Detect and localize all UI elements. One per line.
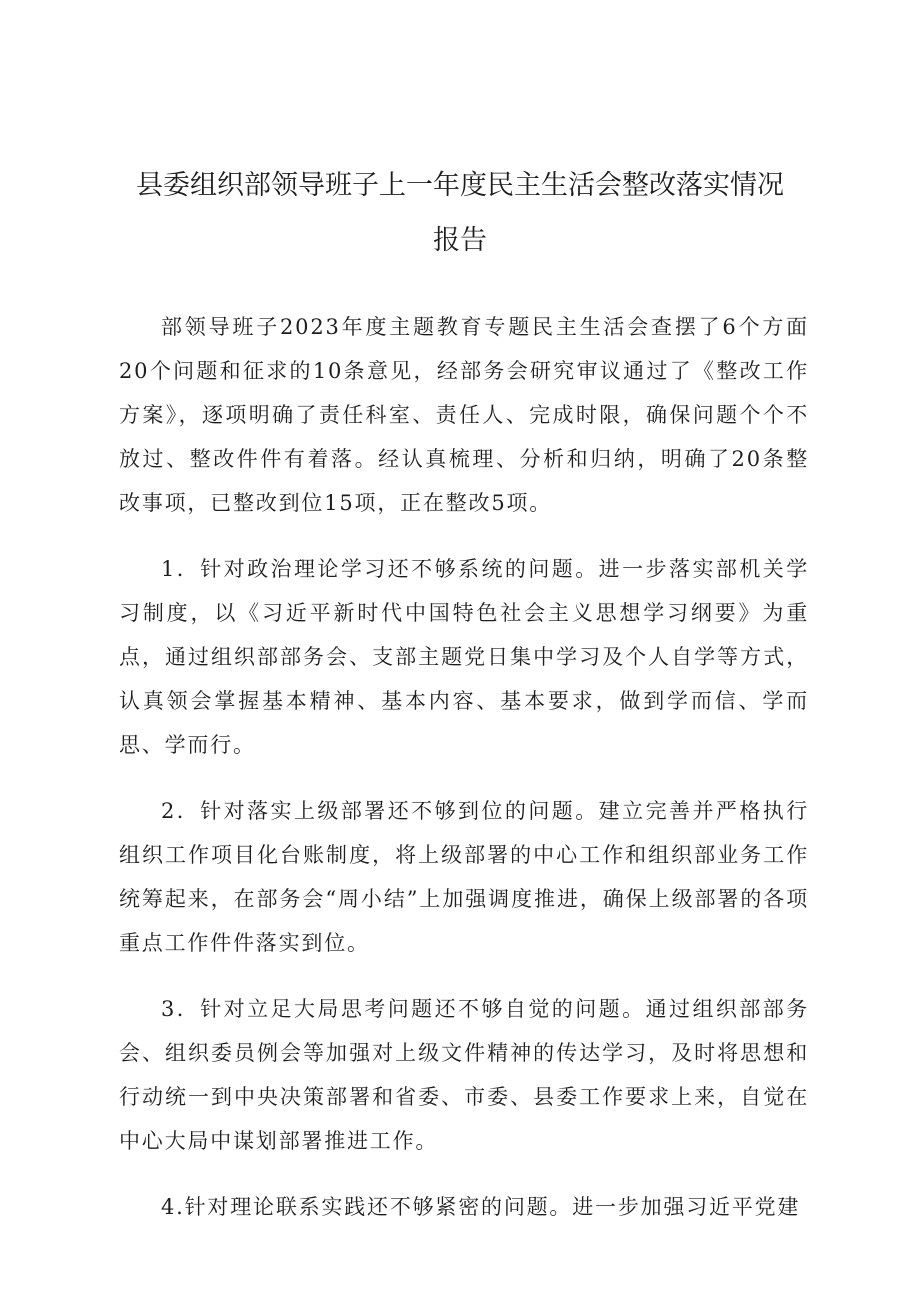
document-title-line2: 报告 xyxy=(433,225,487,256)
paragraph-item-1: 1．针对政治理论学习还不够系统的问题。进一步落实部机关学习制度，以《习近平新时代中国特色社会主义思想学习纲要》为重点，通过组织部部务会、支部主题党日集中学习及个人自学等方式，认真领会掌握基本精神、基本内容、基本要求，做到学而信、学而思、学而行。 xyxy=(119,557,809,757)
paragraph-item-4: 4.针对理论联系实践还不够紧密的问题。进一步加强习近平党建 xyxy=(161,1195,801,1219)
document-body xyxy=(119,305,809,1251)
paragraph-item-3: 3．针对立足大局思考问题还不够自觉的问题。通过组织部部务会、组织委员例会等加强对上级文件精神的传达学习，及时将思想和行动统一到中央决策部署和省委、市委、县委工作要求上来，自觉在中心大局中谋划部署推进工作。 xyxy=(119,997,809,1153)
paragraph-item-2: 2．针对落实上级部署还不够到位的问题。建立完善并严格执行组织工作项目化台账制度，将上级部署的中心工作和组织部业务工作统筹起来，在部务会“周小结”上加强调度推进，确保上级部署的各项重点工作件件落实到位。 xyxy=(119,799,809,955)
document-title-line1: 县委组织部领导班子上一年度民主生活会整改落实情况 xyxy=(136,170,784,201)
paragraph-intro: 部领导班子2023年度主题教育专题民主生活会查摆了6个方面20个问题和征求的10条意见，经部务会研究审议通过了《整改工作方案》，逐项明确了责任科室、责任人、完成时限，确保问题个个不放过、整改件件有着落。经认真梳理、分析和归纳，明确了20条整改事项，已整改到位15项，正在整改5项。 xyxy=(119,315,809,515)
